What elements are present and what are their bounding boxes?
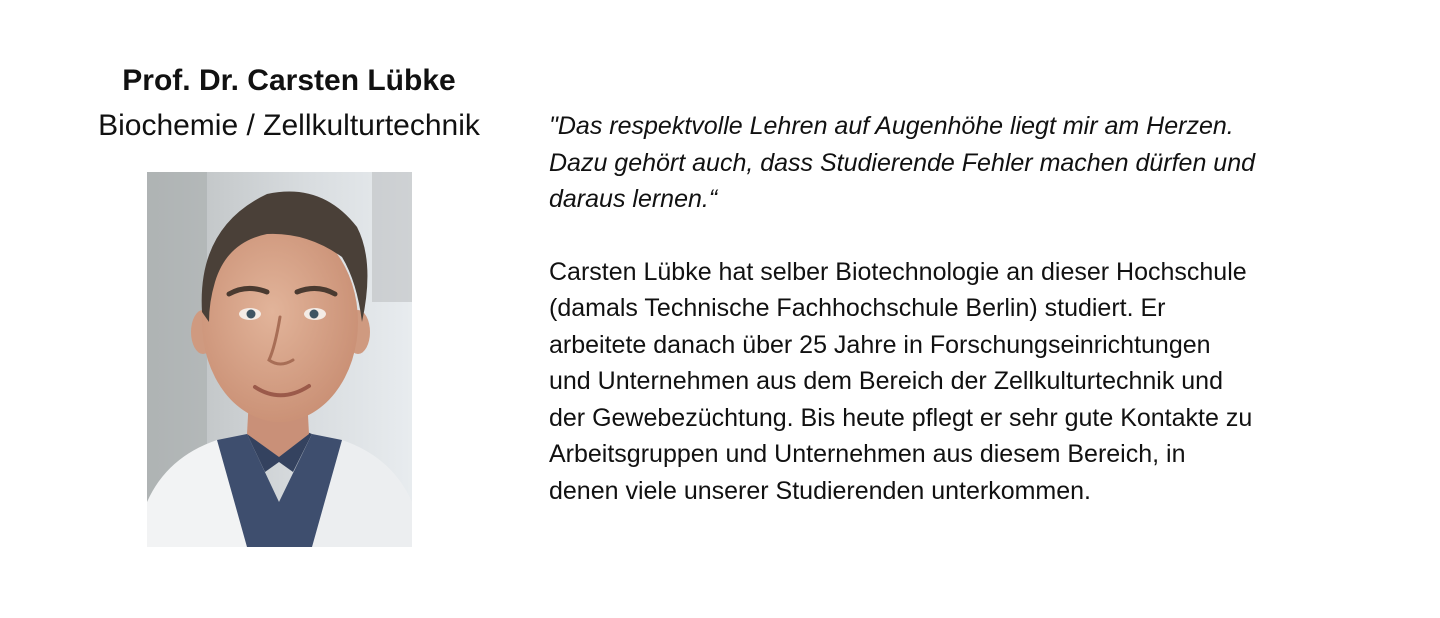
bio-line: Arbeitsgruppen und Unternehmen aus diesem Bereich, in [549, 440, 1186, 468]
quote-line: daraus lernen.“ [549, 185, 718, 213]
bio-line: arbeitete danach über 25 Jahre in Forschungseinrichtungen [549, 330, 1211, 359]
bio-line: und Unternehmen aus dem Bereich der Zellkulturtechnik und [549, 367, 1223, 395]
professor-quote [549, 108, 1389, 218]
bio-line: denen viele unserer Studierenden unterkommen. [549, 476, 1092, 505]
professor-photo [147, 172, 412, 547]
professor-subject: Biochemie / Zellkulturtechnik [98, 109, 480, 142]
profile-content [549, 108, 1389, 509]
bio-line: Carsten Lübke hat selber Biotechnologie an dieser Hochschule [549, 257, 1247, 286]
professor-name: Prof. Dr. Carsten Lübke [122, 64, 456, 97]
bio-line: der Gewebezüchtung. Bis heute pflegt er sehr gute Kontakte zu [549, 403, 1253, 432]
professor-bio [549, 254, 1389, 510]
quote-line: Dazu gehört auch, dass Studierende Fehler machen dürfen und [549, 148, 1256, 177]
bio-line: (damals Technische Fachhochschule Berlin) studiert. Er [549, 294, 1166, 322]
quote-line: "Das respektvolle Lehren auf Augenhöhe liegt mir am Herzen. [549, 112, 1234, 140]
portrait-illustration [147, 172, 412, 547]
profile-header [40, 58, 538, 148]
